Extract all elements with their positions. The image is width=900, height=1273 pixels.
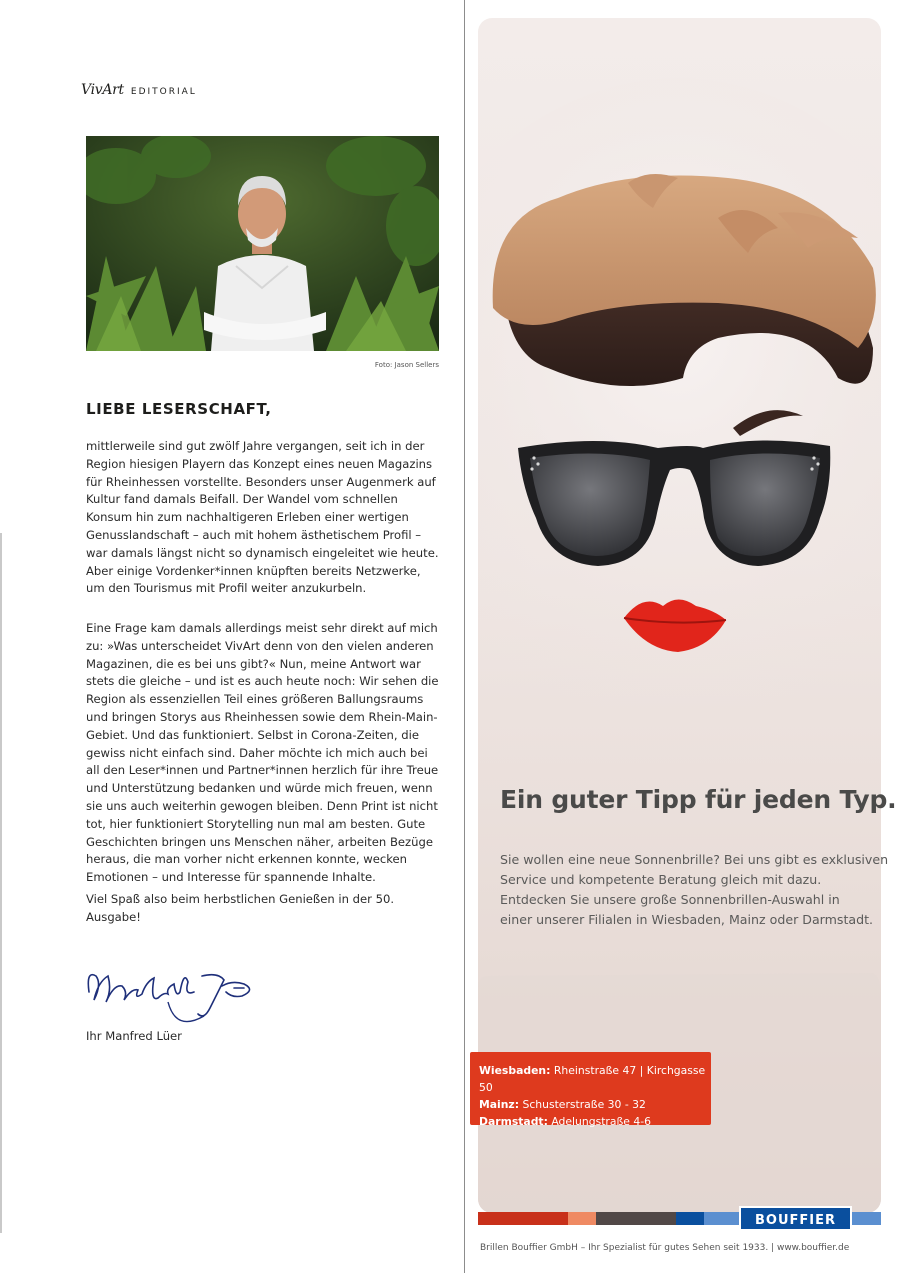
location-address: Schusterstraße 30 - 32 [522, 1098, 646, 1111]
page-gutter-divider [464, 0, 465, 1273]
stripe-segment [676, 1212, 704, 1225]
location-address: Rheinstraße 47 | Kirchgasse 50 [479, 1064, 706, 1094]
paragraph-text: mittlerweile sind gut zwölf Jahre vergangen, seit ich in der Region hiesigen Playern das Konzept eines neuen Magazins für Rheinhessen vorstellte. Besonders unser Augenmerk auf Kultur fand damals Beifall. Der Wandel vom schnellen Konsum hin zum nachhaltigeren Erleben einer wertigen Genusslandschaft – auch mit hohem ästhetischem Profil – war damals längst nicht so dynamisch eingeleitet wie heute. Aber einige Vordenker*innen knüpften bereits Netzwerke, um den Tourismus mit Profil weiter anzukurbeln. [86, 439, 439, 596]
stripe-segment [478, 1212, 568, 1225]
location-row [479, 1062, 711, 1096]
handwritten-signature [84, 962, 264, 1036]
ad-body-copy [500, 850, 889, 930]
paragraph-text: Viel Spaß also beim herbstlichen Genießen in der 50. Ausgabe! [86, 892, 395, 924]
ad-footer-note: Brillen Bouffier GmbH – Ihr Spezialist für gutes Sehen seit 1933. | www.bouffier.de [480, 1243, 850, 1253]
signature-name: Ihr Manfred Lüer [86, 1029, 182, 1043]
ad-headline: Ein guter Tipp für jeden Typ. [500, 785, 897, 814]
ad-copy-line: einer unserer Filialen in Wiesbaden, Mainz oder Darmstadt. [500, 912, 874, 927]
editorial-paragraph-2 [86, 620, 440, 887]
running-header [81, 82, 197, 98]
ad-copy-line: Entdecken Sie unsere große Sonnenbrillen-Auswahl in [500, 892, 840, 907]
editorial-paragraph-3 [86, 891, 440, 927]
location-city: Darmstadt: [479, 1115, 548, 1128]
bouffier-logo: BOUFFIER [739, 1206, 852, 1231]
ad-copy-line: Sie wollen eine neue Sonnenbrille? Bei uns gibt es exklusiven [500, 852, 889, 867]
paragraph-text: Eine Frage kam damals allerdings meist sehr direkt auf mich zu: »Was unterscheidet VivArt denn von den vielen anderen Magazinen, die es bei uns gibt?« Nun, meine Antwort war stets die gleiche – und ist es auch heute noch: Wir sehen die Region als essenziellen Teil eines größeren Ballungsraums und bringen Storys aus Rheinhessen sowie dem Rhein-Main-Gebiet. Und das funktioniert. Selbst in Corona-Zeiten, die gewiss nicht einfach sind. Daher möchte ich mich auch bei all den Leser*innen und Partner*innen herzlich für ihre Treue und Unterstützung bedanken und würde mich freuen, wenn sie uns auch weiterhin gewogen bleiben. Denn Print ist nicht tot, hier funktioniert Storytelling nun mal am besten. Gute Geschichten bringen uns Menschen näher, arbeiten Bezüge heraus, die man vorher nicht erkennen konnte, wecken Emotionen – und Interesse für spannende Inhalte. [86, 621, 439, 885]
photo-credit: Foto: Jason Sellers [374, 361, 439, 369]
location-row [479, 1113, 711, 1130]
page-edge-line [0, 533, 2, 1233]
magazine-logo: VivArt [81, 82, 124, 98]
editor-portrait-photo [86, 136, 439, 351]
ad-illustration [478, 18, 889, 1213]
location-row [479, 1096, 711, 1113]
editorial-paragraph-1 [86, 438, 440, 598]
stripe-segment [596, 1212, 676, 1225]
stripe-segment [568, 1212, 596, 1225]
store-locations-box [470, 1052, 711, 1128]
location-address: Adelungstraße 4-6 [551, 1115, 651, 1128]
location-city: Wiesbaden: [479, 1064, 551, 1077]
ad-copy-line: Service und kompetente Beratung gleich mit dazu. [500, 872, 822, 887]
advertisement-panel [478, 18, 889, 1213]
location-city: Mainz: [479, 1098, 520, 1111]
editorial-headline: LIEBE LESERSCHAFT, [86, 400, 272, 418]
section-label: EDITORIAL [130, 87, 197, 97]
